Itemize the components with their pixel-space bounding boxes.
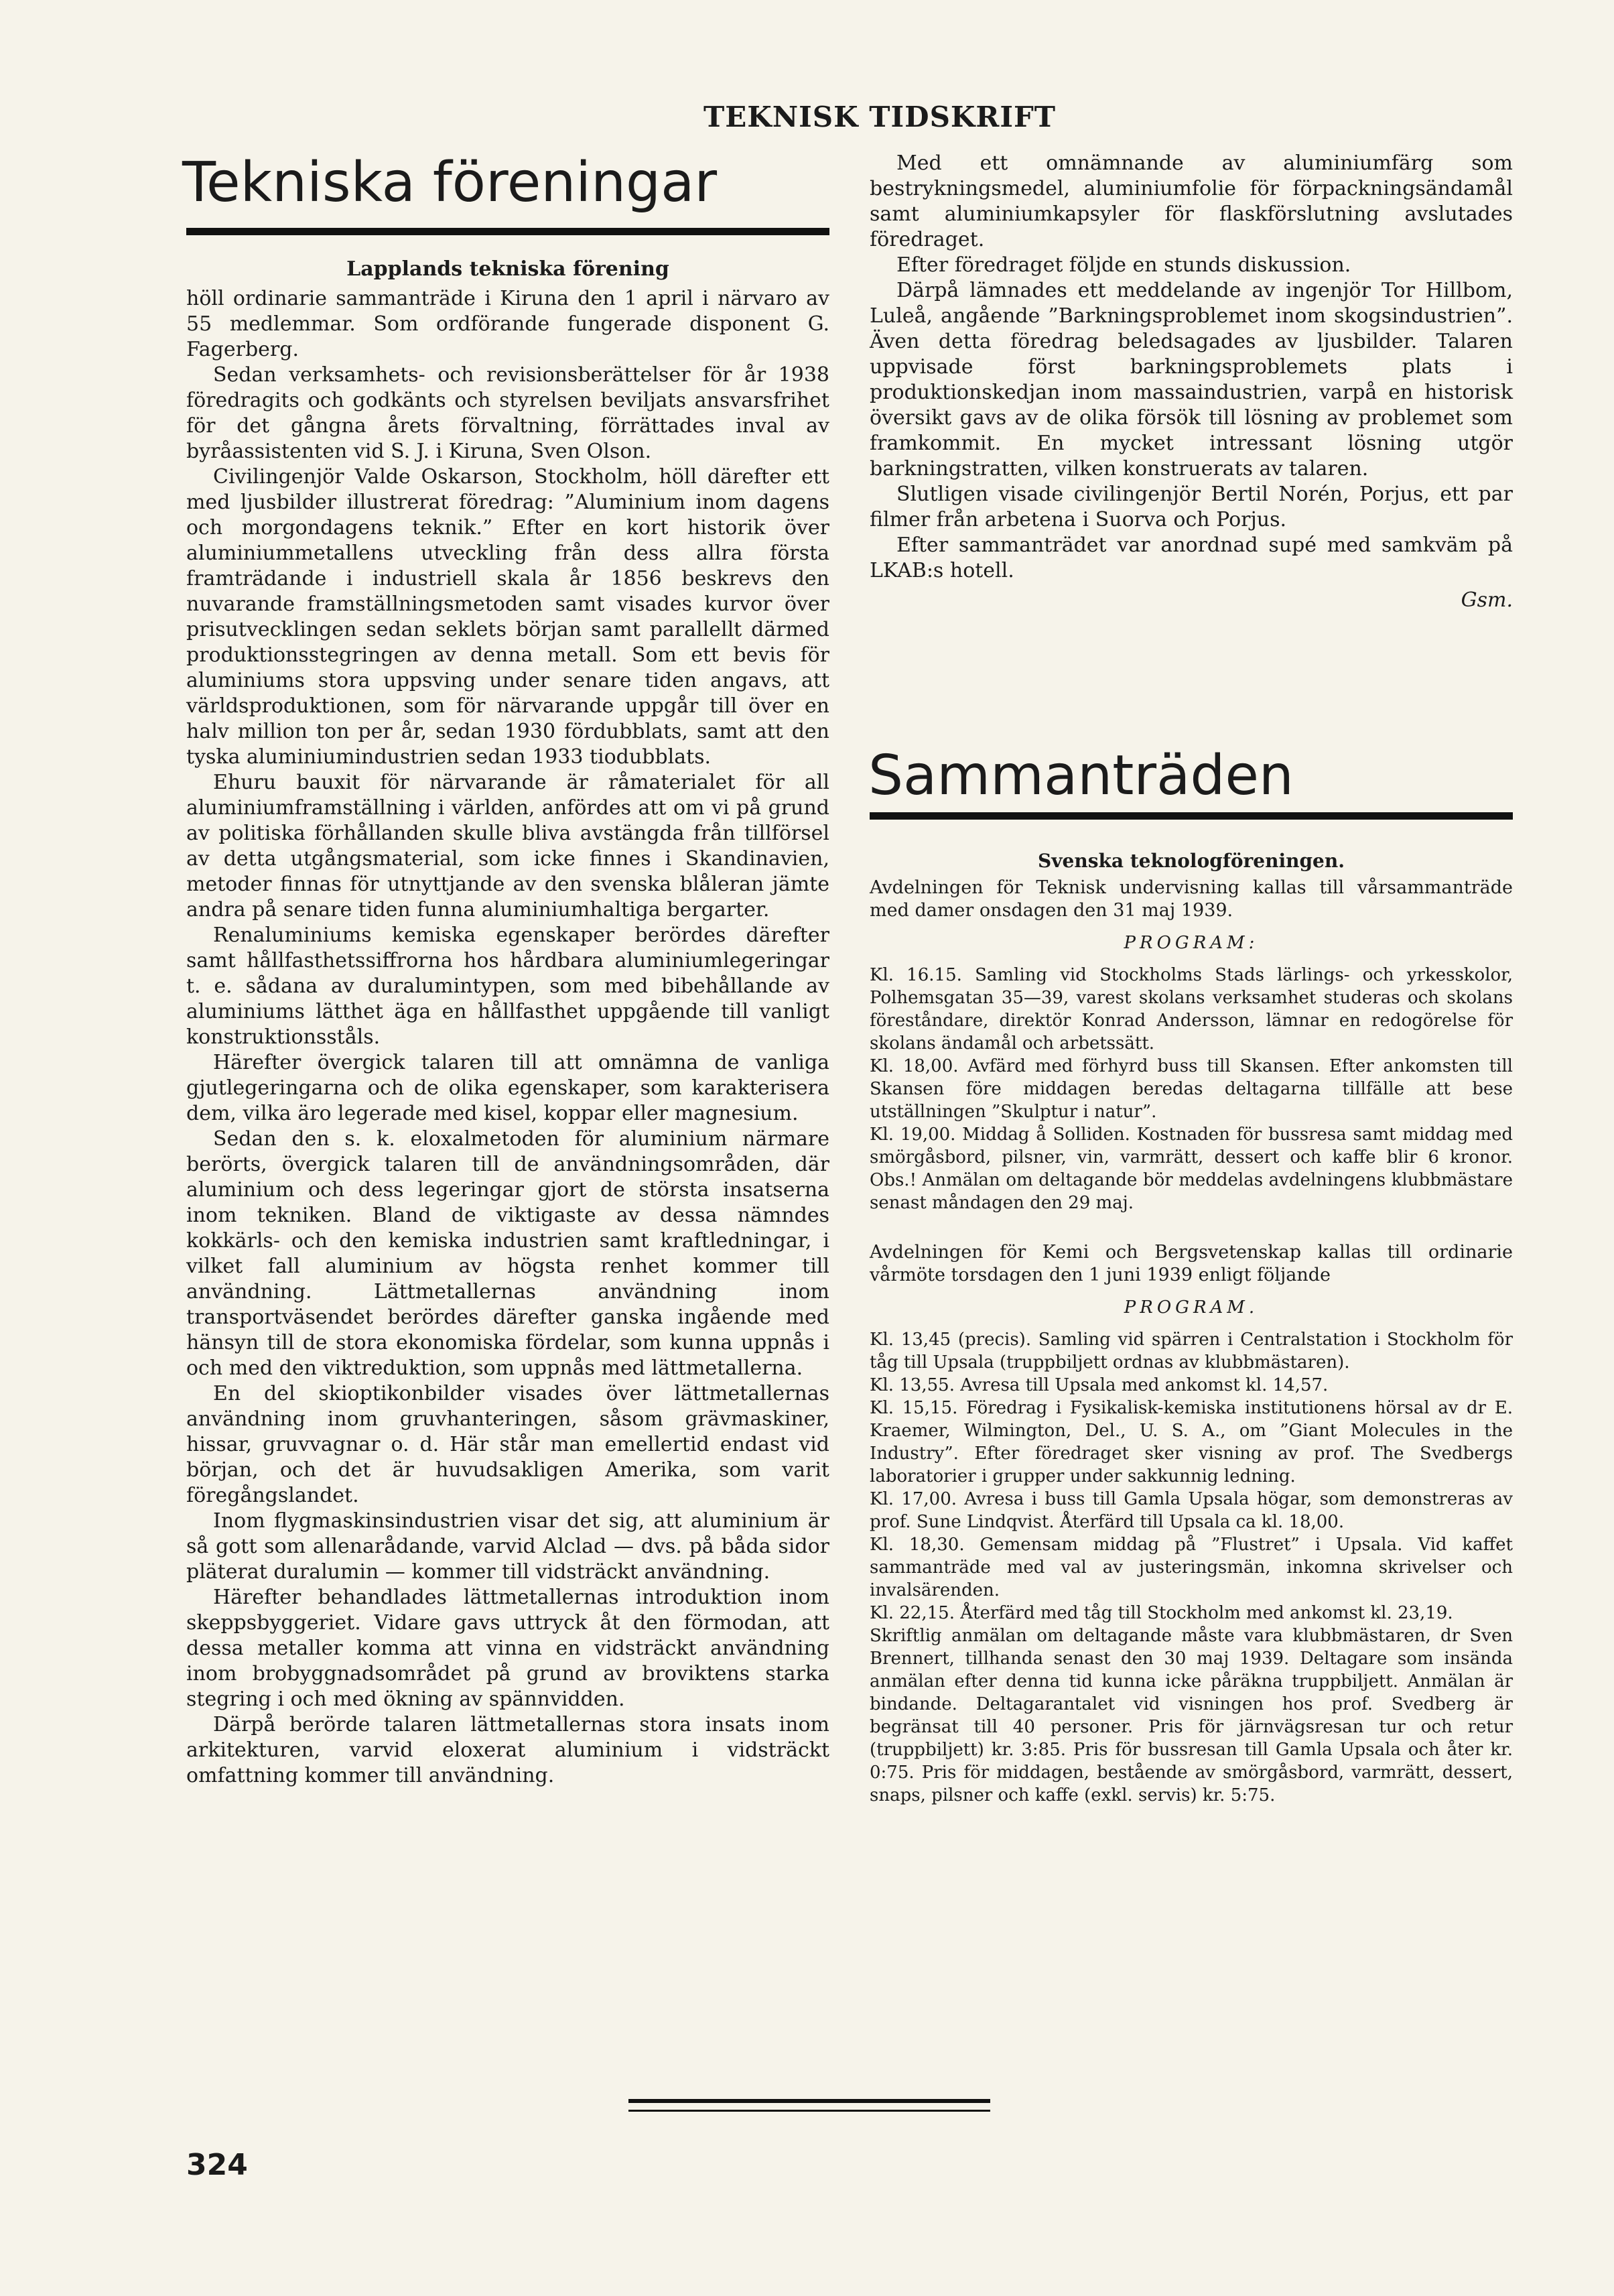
left-paragraph: Sedan den s. k. eloxalmetoden för aluminium närmare berörts, övergick talaren till de användningsområden, där aluminium och dess legeringar gjort de största insatserna inom tekniken. Bland de viktigaste av dessa nämndes kokkärls- och den kemiska industrien samt kraftledningar, i vilket fall aluminium av högsta renhet kommer till användning. Lättmetallernas användning inom transportväsendet berördes därefter ganska ingående med hänsyn till de stora ekonomiska fördelar, som kunna uppnås i och med den viktreduktion, som uppnås med lättmetallerna. [186, 1127, 829, 1380]
left-column-text [186, 257, 829, 1789]
right-paragraph: Slutligen visade civilingenjör Bertil Norén, Porjus, ett par filmer från arbetena i Suorva och Porjus. [870, 483, 1513, 531]
left-paragraph: Civilingenjör Valde Oskarson, Stockholm, höll därefter ett med ljusbilder illustrerat föredrag: ”Aluminium inom dagens och morgondagens teknik.” Efter en kort historik över aluminiummetallens utveckling från dess allra första framträdande i industriell skala år 1856 beskrevs den nuvarande framställningsmetoden samt visades kurvor över prisutvecklingen sedan seklets början samt parallellt därmed produktionsstegringen av denna metall. Som ett bevis för aluminiums stora uppsving under senare tiden angavs, att världsproduktionen, som för närvarande uppgår till över en halv million ton per år, sedan 1930 fördubblats, samt att den tyska aluminiumindustrien sedan 1933 tiodubblats. [186, 465, 829, 769]
right-paragraph: Efter sammanträdet var anordnad supé med samkväm på LKAB:s hotell. [870, 533, 1513, 582]
section2-item: Kl. 13,45 (precis). Samling vid spärren i Centralstation i Stockholm för tåg till Upsala (truppbiljett ordnas av klubbmästaren). [870, 1330, 1513, 1373]
left-paragraph: Inom flygmaskinsindustrien visar det sig, att aluminium är så gott som allenarådande, varvid Alclad — dvs. på båda sidor pläterat duralumin — kommer till vidsträckt användning. [186, 1509, 829, 1584]
section2-item: Kl. 17,00. Avresa i buss till Gamla Upsala högar, som demonstreras av prof. Sune Lindqvist. Återfärd till Upsala ca kl. 18,00. [870, 1489, 1513, 1532]
left-paragraph: Därpå berörde talaren lättmetallernas stora insats inom arkitekturen, varvid eloxerat aluminium i vidsträckt omfattning kommer till användning. [186, 1713, 829, 1787]
left-paragraph: Ehuru bauxit för närvarande är råmaterialet för all aluminiumframställning i världen, anfördes att om vi på grund av politiska förhållanden skulle bliva avstängda från tillförsel av detta utgångsmaterial, som icke finnes i Skandinavien, metoder finnas för utnyttjande av den svenska blåleran jämte andra på senare tiden funna aluminiumhaltiga bergarter. [186, 771, 829, 921]
section-title-sammantraden: Sammanträden [868, 744, 1294, 808]
left-paragraph: Sedan verksamhets- och revisionsberättelser för år 1938 föredragits och godkänts och styrelsen beviljats ansvarsfrihet för det gångna årets förvaltning, förrättades inval av byråassistenten vid S. J. i Kiruna, Sven Olson. [186, 363, 829, 463]
section2-item: Skriftlig anmälan om deltagande måste vara klubbmästaren, dr Sven Brennert, tillhanda senast den 30 maj 1939. Deltagare som insända anmälan efter denna tid kunna icke påräkna truppbiljett. Anmälan är bindande. Deltagarantalet vid visningen hos prof. Svedberg är begränsat till 40 personer. Pris för järnvägsresan tur och retur (truppbiljett) kr. 3:85. Pris för bussresan till Gamla Upsala och åter kr. 0:75. Pris för middagen, bestående av smörgåsbord, varmrätt, dessert, snaps, pilsner och kaffe (exkl. servis) kr. 5:75. [870, 1626, 1513, 1805]
footer-rule-thick [628, 2099, 990, 2103]
section2-item: Kl. 22,15. Återfärd med tåg till Stockholm med ankomst kl. 23,19. [870, 1603, 1453, 1623]
section2-item: Kl. 13,55. Avresa till Upsala med ankomst kl. 14,57. [870, 1375, 1329, 1395]
section2-program-label: PROGRAM. [1124, 1297, 1259, 1318]
left-paragraph: höll ordinarie sammanträde i Kiruna den 1 april i närvaro av 55 medlemmar. Som ordförande fungerade disponent G. Fagerberg. [186, 287, 829, 361]
page-number: 324 [186, 2148, 248, 2182]
section-title-tekniska-foreningar: Tekniska föreningar [182, 151, 718, 214]
heading-lapplands: Lapplands tekniska förening [346, 257, 669, 281]
signature: Gsm. [1461, 588, 1513, 612]
section2-item: Kl. 18,30. Gemensam middag på ”Flustret” i Upsala. Vid kaffet sammanträde med val av justeringsmän, inkomna skrivelser och invalsärenden. [870, 1535, 1513, 1600]
right-paragraph: Med ett omnämnande av aluminiumfärg som bestrykningsmedel, aluminiumfolie för förpackningsändamål samt aluminiumkapsyler för flaskförslutning avslutades föredraget. [870, 151, 1513, 251]
right-paragraph: Efter föredraget följde en stunds diskussion. [896, 253, 1351, 277]
section1-item: Kl. 18,00. Avfärd med förhyrd buss till Skansen. Efter ankomsten till Skansen före middagen beredas deltagarna tillfälle att bese utställningen ”Skulptur i natur”. [870, 1056, 1513, 1122]
section1-item: Kl. 19,00. Middag å Solliden. Kostnaden för bussresa samt middag med smörgåsbord, pilsner, vin, varmrätt, dessert och kaffe blir 6 kronor. Obs.! Anmälan om deltagande bör meddelas avdelningens klubbmästare senast måndagen den 29 maj. [870, 1125, 1513, 1213]
journal-masthead: TEKNISK TIDSKRIFT [703, 101, 1057, 133]
title-rule-left [186, 228, 829, 235]
section2-intro: Avdelningen för Kemi och Bergsvetenskap kallas till ordinarie vårmöte torsdagen den 1 juni 1939 enligt följande [870, 1242, 1513, 1285]
left-paragraph: Härefter behandlades lättmetallernas introduktion inom skeppsbyggeriet. Vidare gavs uttryck åt den förmodan, att dessa metaller komma att vinna en vidsträckt användning inom brobyggnadsområdet på grund av broviktens starka stegring i och med ökning av spännvidden. [186, 1586, 829, 1711]
title-rule-right [870, 812, 1513, 820]
org-heading: Svenska teknologföreningen. [1038, 850, 1345, 872]
footer-rule-thin [628, 2110, 990, 2112]
left-paragraph: Renaluminiums kemiska egenskaper berördes därefter samt hållfasthetssiffrorna hos hårdbara aluminiumlegeringar t. e. sådana av duralumintypen, som med bibehållande av aluminiums lätthet äga en hållfasthet uppgående till vanligt konstruktionsståls. [186, 923, 829, 1049]
section1-program-label: PROGRAM: [1124, 933, 1259, 953]
meetings-text [870, 850, 1513, 1807]
right-paragraph: Därpå lämnades ett meddelande av ingenjör Tor Hillbom, Luleå, angående ”Barkningsproblemet inom skogsindustrien”. Även detta föredrag beledsagades av ljusbilder. Talaren uppvisade först barkningsproblemets plats i produktionskedjan inom massaindustrien, varpå en historisk översikt gavs av de olika försök till lösning av problemet som framkommit. En mycket intressant lösning utgör barkningstratten, vilken konstruerats av talaren. [870, 279, 1513, 481]
section1-intro: Avdelningen för Teknisk undervisning kallas till vårsammanträde med damer onsdagen den 31 maj 1939. [870, 877, 1513, 921]
left-paragraph: En del skioptikonbilder visades över lättmetallernas användning inom gruvhanteringen, såsom grävmaskiner, hissar, gruvvagnar o. d. Här står man emellertid endast vid början, och det är huvudsakligen Amerika, som varit föregångslandet. [186, 1382, 829, 1507]
left-paragraph: Härefter övergick talaren till att omnämna de vanliga gjutlegeringarna och de olika egenskaper, som karakterisera dem, vilka äro legerade med kisel, koppar eller magnesium. [186, 1051, 829, 1125]
section1-item: Kl. 16.15. Samling vid Stockholms Stads lärlings- och yrkesskolor, Polhemsgatan 35—39, varest skolans verksamhet studeras och skolans föreståndare, direktör Konrad Andersson, lämnar en redogörelse för skolans ändamål och arbetssätt. [870, 965, 1513, 1054]
section2-item: Kl. 15,15. Föredrag i Fysikalisk-kemiska institutionens hörsal av dr E. Kraemer, Wilmington, Del., U. S. A., om ”Giant Molecules in the Industry”. Efter föredraget sker visning av prof. The Svedbergs laboratorier i grupper under sakkunnig ledning. [870, 1398, 1513, 1486]
right-column-text [870, 151, 1513, 613]
